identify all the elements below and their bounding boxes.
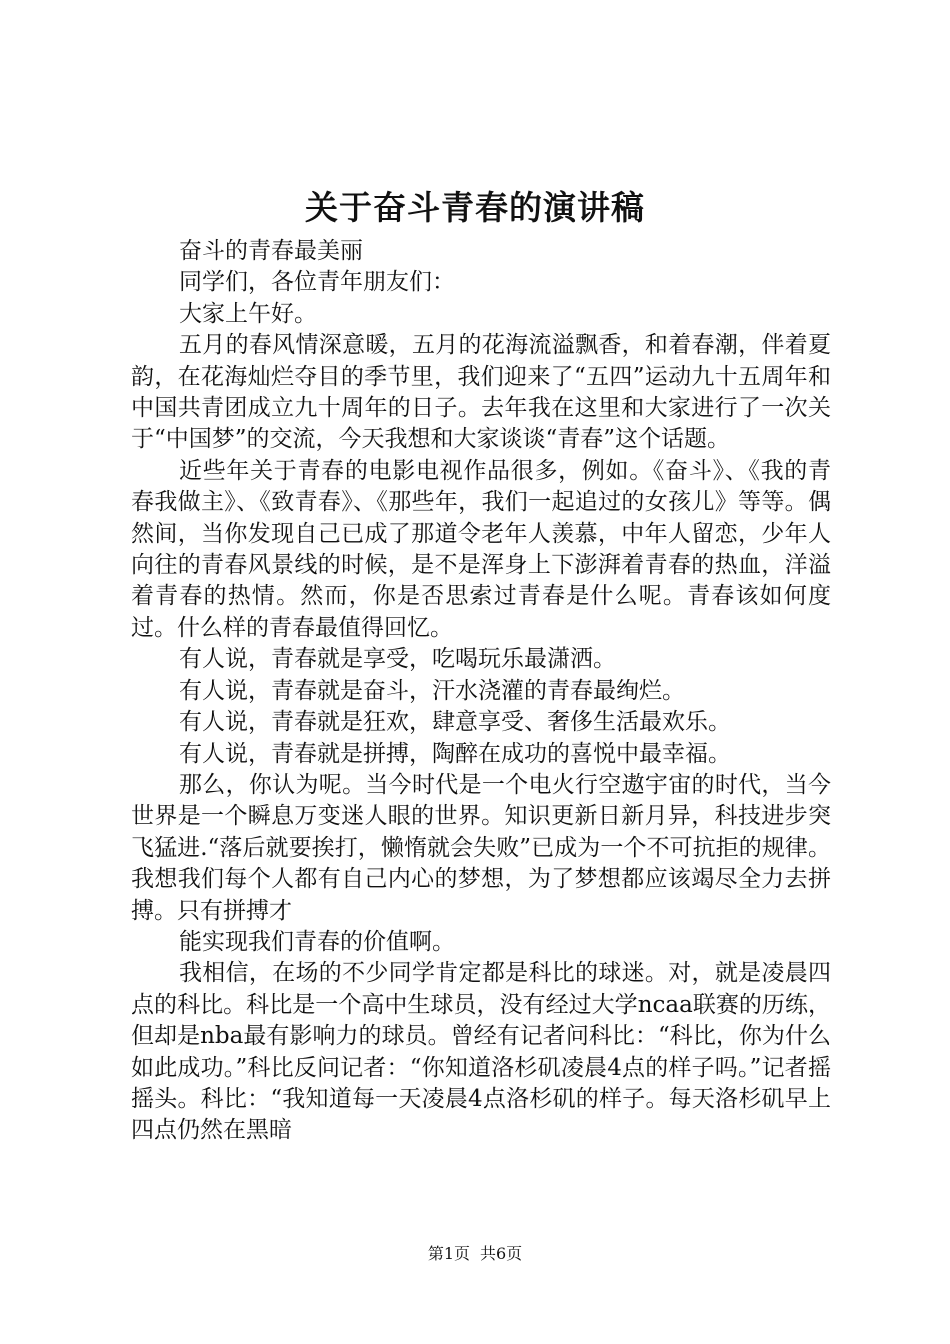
paragraph-subtitle: 奋斗的青春最美丽 [179,238,363,264]
paragraph-view-strive: 有人说，青春就是奋斗，汗水浇灌的青春最绚烂。 [179,677,685,704]
paragraph-view-struggle: 有人说，青春就是拼搏，陶醉在成功的喜悦中最幸福。 [179,740,731,767]
paragraph-era: 那么，你认为呢。当今时代是一个电火行空遨宇宙的时代，当今世界是一个瞬息万变迷人眼的世界。知识更新日新月异，科技进步突飞猛进.“落后就要挨打，懒惰就会失败”已成为一个不可抗拒的规律。我想我们每个人都有自己内心的梦想，为了梦想都应该竭尽全力去拼搏。只有拼搏才 [131,771,831,924]
paragraph-view-enjoy: 有人说，青春就是享受，吃喝玩乐最潇洒。 [179,646,616,673]
paragraph-kobe: 我相信，在场的不少同学肯定都是科比的球迷。对，就是凌晨四点的科比。科比是一个高中生球员，没有经过大学ncaa联赛的历练，但却是nba最有影响力的球员。曾经有记者问科比：“科比，你为什么如此成功。”科比反问记者：“你知道洛杉矶凌晨4点的样子吗。”记者摇摇头。科比：“我知道每一天凌晨4点洛杉矶的样子。每天洛杉矶早上四点仍然在黑暗 [131,960,831,1144]
paragraph-greeting: 大家上午好。 [179,300,317,327]
paragraph-view-carnival: 有人说，青春就是狂欢，肆意享受、奢侈生活最欢乐。 [179,709,731,736]
page-number: 第1页 [427,1244,470,1263]
paragraph-salutation: 同学们，各位青年朋友们： [179,269,455,296]
document-title: 关于奋斗青春的演讲稿 [305,188,645,227]
page-total: 共6页 [480,1244,523,1263]
page-footer [0,1244,950,1264]
paragraph-may-season: 五月的春风情深意暖，五月的花海流溢飘香，和着春潮，伴着夏韵，在花海灿烂夺目的季节里，我们迎来了“五四”运动九十五周年和中国共青团成立九十周年的日子。去年我在这里和大家进行了一次关于“中国梦”的交流，今天我想和大家谈谈“青春”这个话题。 [131,332,831,453]
document-body [131,236,831,1147]
paragraph-value: 能实现我们青春的价值啊。 [179,928,455,955]
paragraph-youth-films: 近些年关于青春的电影电视作品很多，例如。《奋斗》、《我的青春我做主》、《致青春》、《那些年，我们一起追过的女孩儿》等等。偶然间，当你发现自己已成了那道令老年人羡慕，中年人留恋，少年人向往的青春风景线的时候，是不是浑身上下澎湃着青春的热血，洋溢着青春的热情。然而，你是否思索过青春是什么呢。青春该如何度过。什么样的青春最值得回忆。 [131,457,831,641]
